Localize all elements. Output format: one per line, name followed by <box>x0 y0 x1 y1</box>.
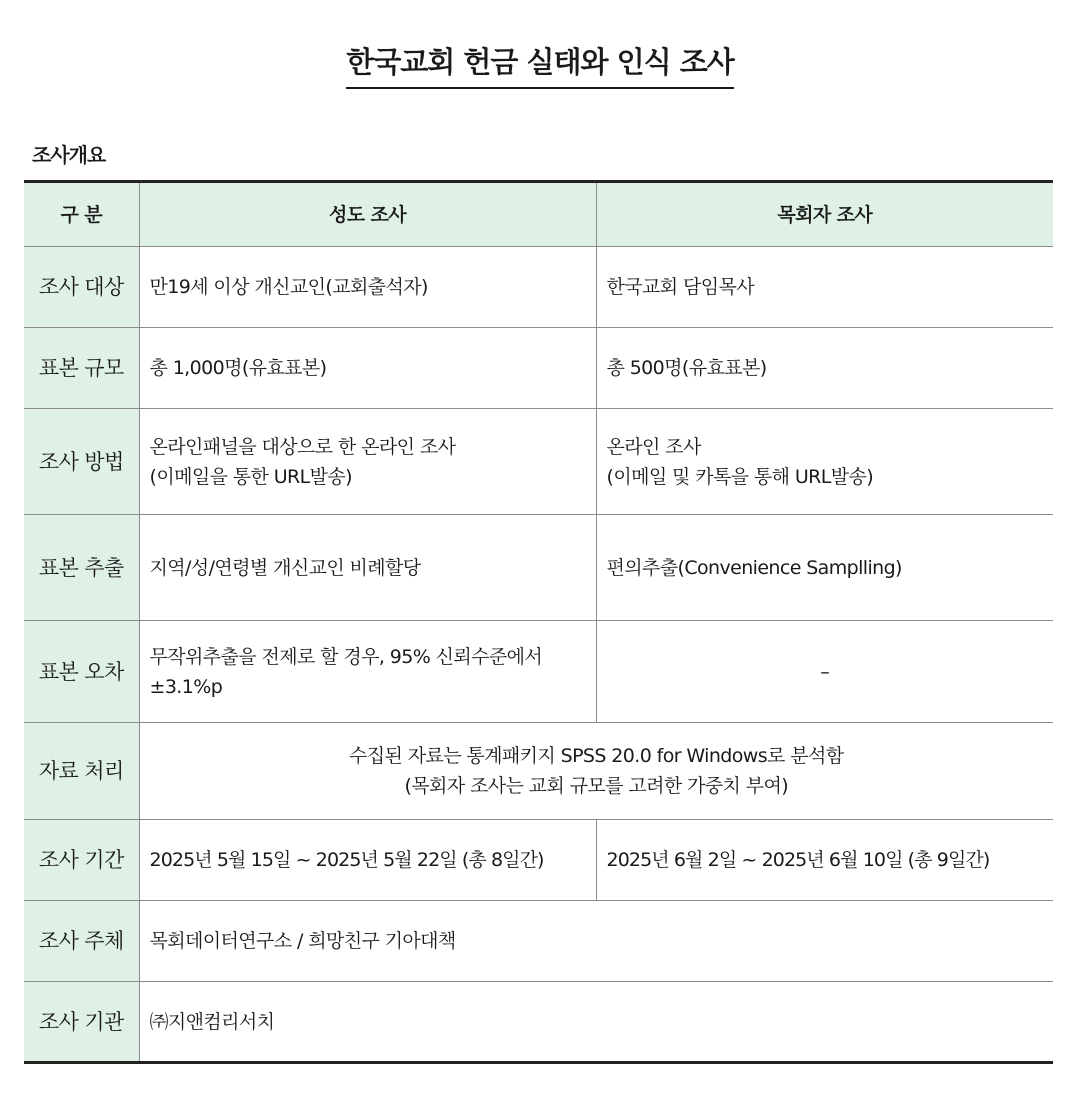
believer-cell <box>139 820 596 901</box>
cell-line: ㈜지앤컴리서치 <box>149 1010 275 1033</box>
cell-line: 총 500명(유효표본) <box>606 357 767 379</box>
row-label: 조사 주체 <box>24 901 139 982</box>
cell-line: 한국교회 담임목사 <box>606 276 754 298</box>
cell-line: 수집된 자료는 통계패키지 SPSS 20.0 for Windows로 분석함 <box>349 745 844 767</box>
cell-line: 총 1,000명(유효표본) <box>149 357 327 379</box>
believer-cell <box>139 409 596 515</box>
cell-line: 편의추출(Convenience Samplling) <box>606 556 902 579</box>
table-header-row <box>24 182 1053 247</box>
cell-line: 무작위추출을 전제로 할 경우, 95% 신뢰수준에서 <box>149 645 543 668</box>
cell-line: 지역/성/연령별 개신교인 비례할당 <box>149 556 421 579</box>
cell-line: – <box>820 660 830 683</box>
cell-line: 목회데이터연구소 / 희망친구 기아대책 <box>149 930 456 952</box>
table-row <box>24 723 1053 820</box>
cell-line: 2025년 5월 15일 ~ 2025년 5월 22일 (총 8일간) <box>149 849 544 871</box>
cell-line: ±3.1%p <box>149 675 223 698</box>
row-label: 표본 규모 <box>24 328 139 409</box>
cell-line: (목회자 조사는 교회 규모를 고려한 가중치 부여) <box>404 775 789 797</box>
table-row <box>24 982 1053 1063</box>
pastor-cell <box>596 247 1053 328</box>
row-label: 조사 기관 <box>24 982 139 1063</box>
page-title <box>0 40 1080 89</box>
merged-cell <box>139 901 1053 982</box>
row-label: 조사 방법 <box>24 409 139 515</box>
table-row <box>24 901 1053 982</box>
believer-cell <box>139 328 596 409</box>
cell-line: 온라인패널을 대상으로 한 온라인 조사 <box>149 435 456 458</box>
page-title-text: 한국교회 헌금 실태와 인식 조사 <box>346 40 734 89</box>
table-row <box>24 409 1053 515</box>
cell-line: 온라인 조사 <box>606 435 701 458</box>
header-believer-survey: 성도 조사 <box>139 182 596 247</box>
believer-cell <box>139 621 596 723</box>
row-label: 조사 기간 <box>24 820 139 901</box>
cell-line: (이메일을 통한 URL발송) <box>149 465 352 488</box>
pastor-cell <box>596 621 1053 723</box>
pastor-cell <box>596 409 1053 515</box>
merged-cell <box>139 723 1053 820</box>
section-title: 조사개요 <box>32 143 106 167</box>
header-category: 구 분 <box>24 182 139 247</box>
survey-overview-table <box>24 180 1053 1064</box>
cell-line: (이메일 및 카톡을 통해 URL발송) <box>606 465 874 488</box>
pastor-cell <box>596 820 1053 901</box>
table-row <box>24 820 1053 901</box>
merged-cell <box>139 982 1053 1063</box>
row-label: 조사 대상 <box>24 247 139 328</box>
believer-cell <box>139 515 596 621</box>
table-row <box>24 247 1053 328</box>
table-row <box>24 515 1053 621</box>
cell-line: 2025년 6월 2일 ~ 2025년 6월 10일 (총 9일간) <box>606 849 990 871</box>
table-row <box>24 621 1053 723</box>
cell-line: 만19세 이상 개신교인(교회출석자) <box>149 276 428 298</box>
pastor-cell <box>596 328 1053 409</box>
row-label: 자료 처리 <box>24 723 139 820</box>
pastor-cell <box>596 515 1053 621</box>
table-row <box>24 328 1053 409</box>
row-label: 표본 추출 <box>24 515 139 621</box>
believer-cell <box>139 247 596 328</box>
row-label: 표본 오차 <box>24 621 139 723</box>
header-pastor-survey: 목회자 조사 <box>596 182 1053 247</box>
